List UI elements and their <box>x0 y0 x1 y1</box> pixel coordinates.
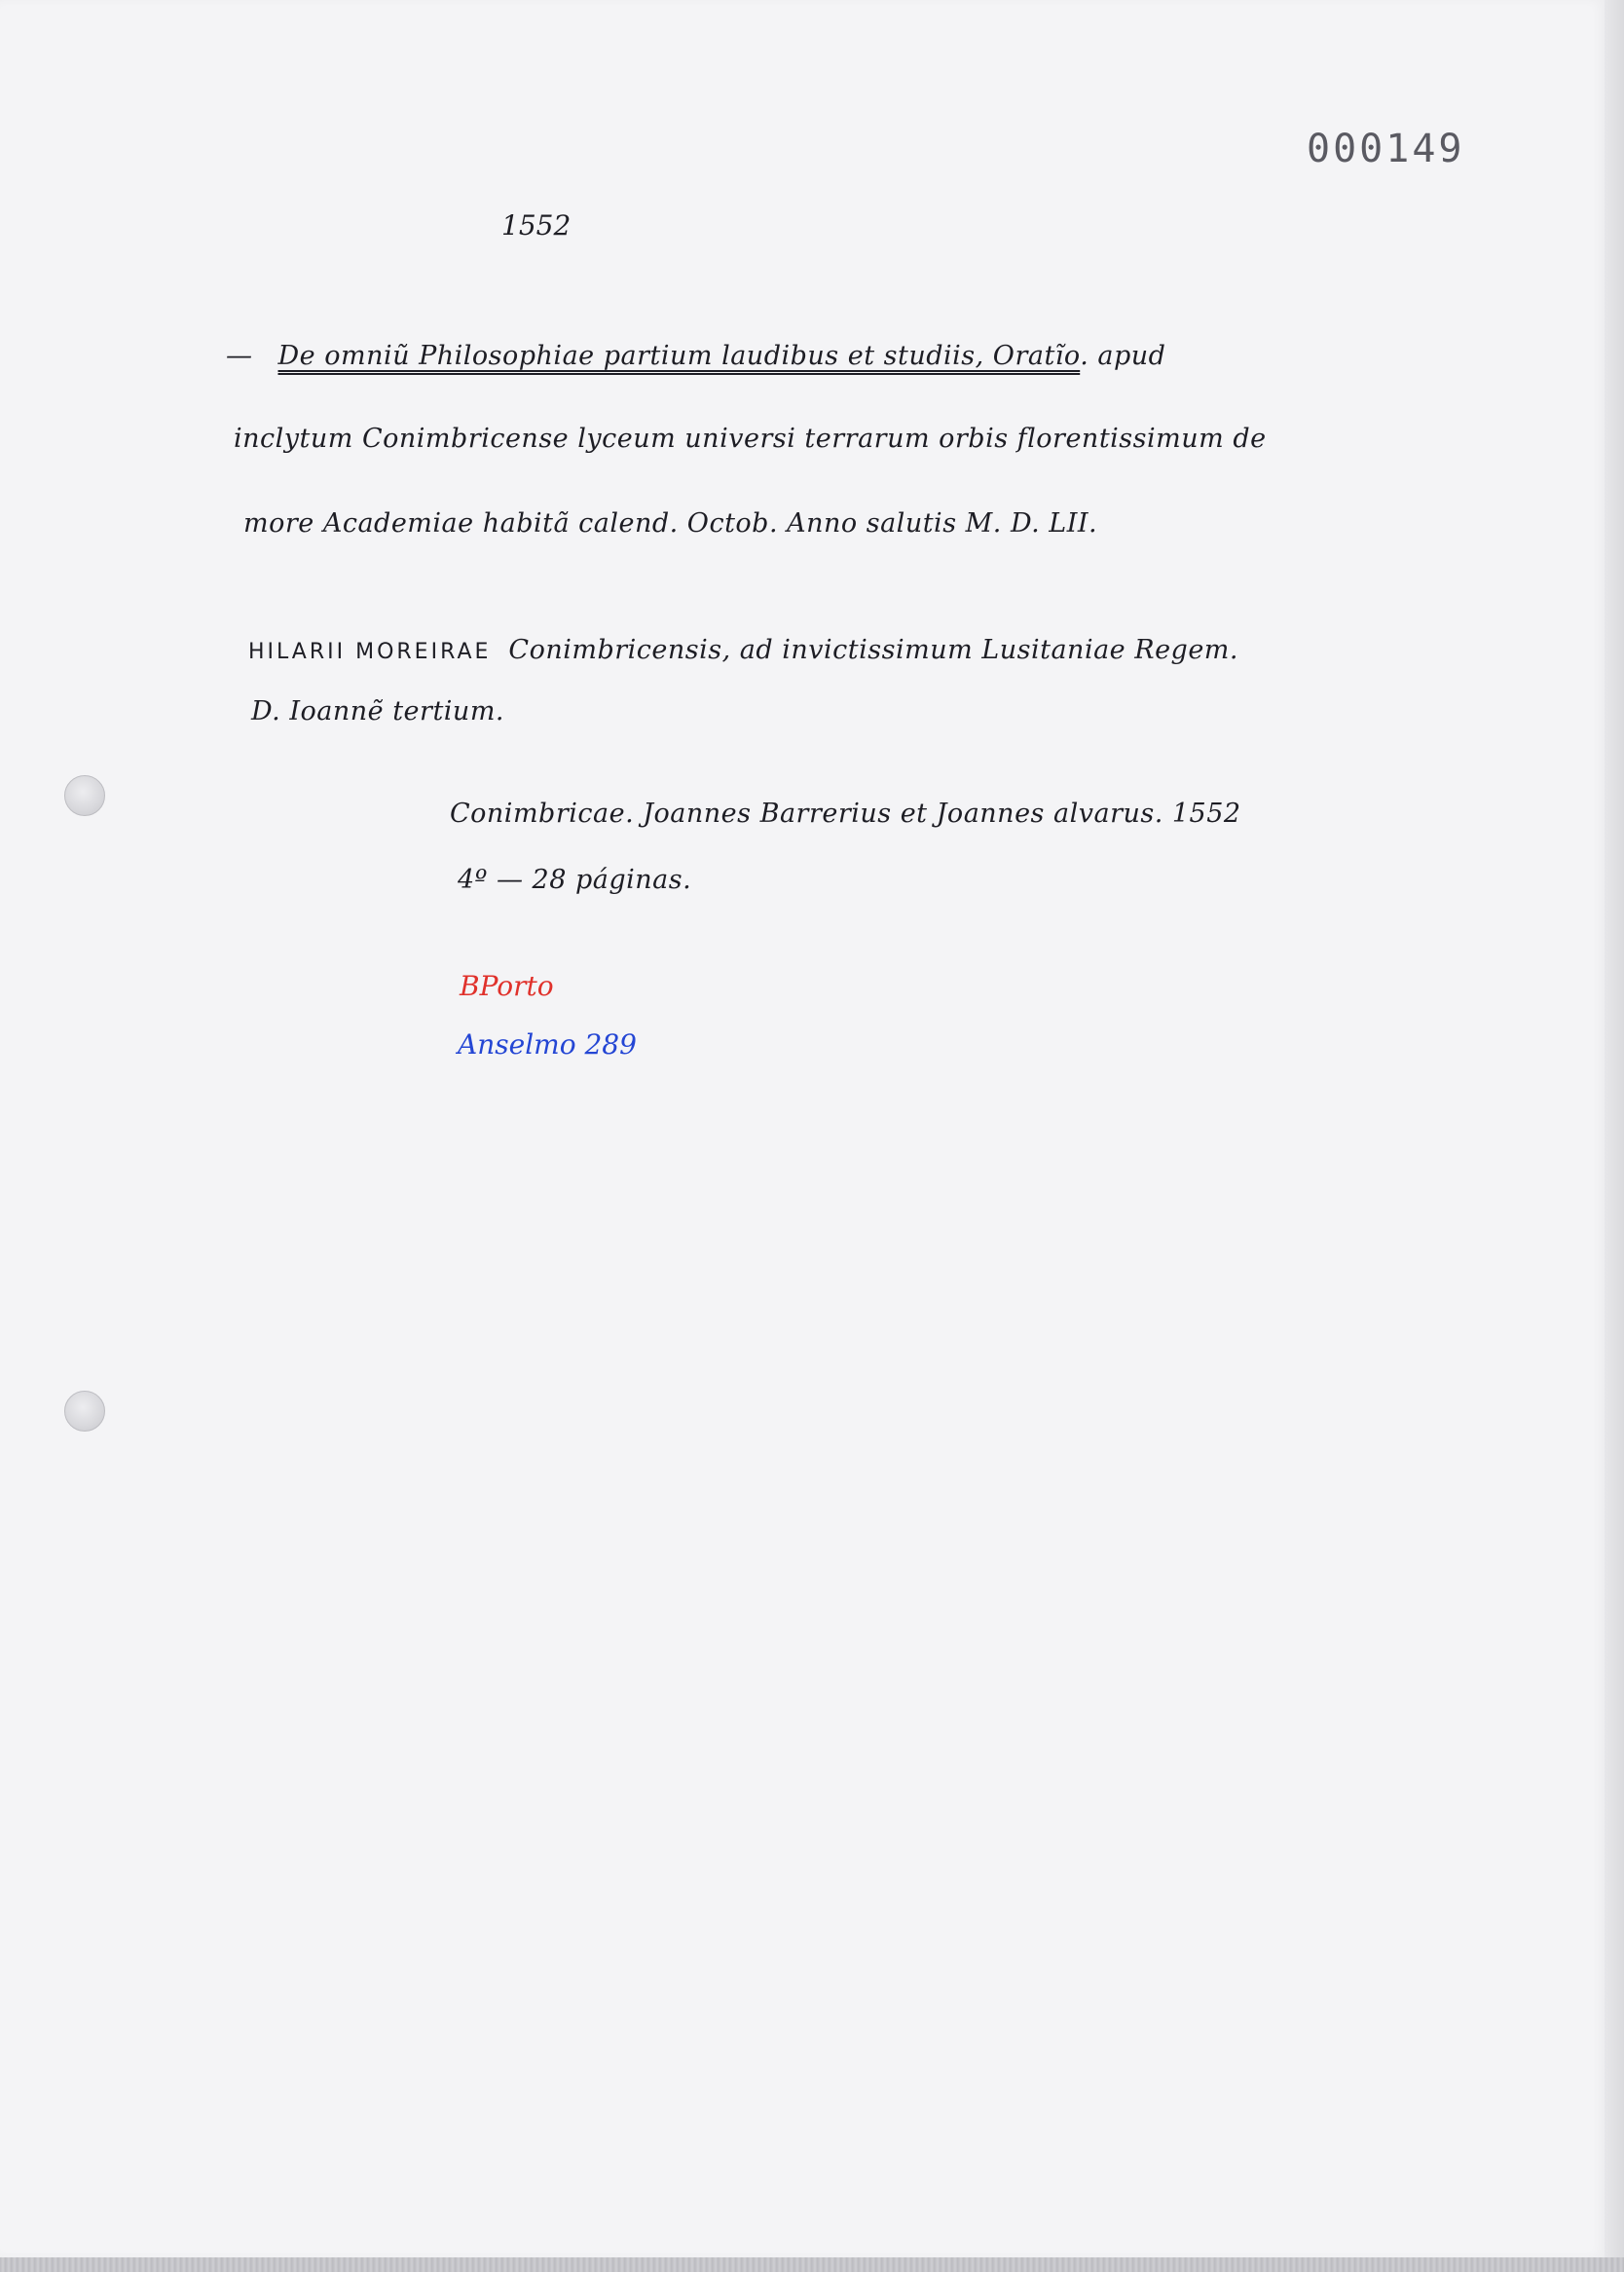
library-reference: BPorto <box>460 970 554 1002</box>
entry-line-2: inclytum Conimbricense lyceum universi terrarum orbis florentissimum de <box>234 424 1267 454</box>
punch-hole-bottom <box>64 1391 105 1432</box>
stamp-number: 000149 <box>1307 127 1465 171</box>
entry-line-5: D. Ioannẽ tertium. <box>251 696 505 726</box>
entry-line-3: more Academiae habitã calend. Octob. Anno salutis M. D. LII. <box>243 508 1098 539</box>
entry-title-tail: . apud <box>1080 341 1166 371</box>
entry-title: De omniũ Philosophiae partium laudibus et studiis, Oratĩo <box>277 341 1081 371</box>
entry-author-rest: Conimbricensis, ad invictissimum Lusitaniae Regem. <box>508 635 1238 665</box>
imprint-line-1: Conimbricae. Joannes Barrerius et Joannes alvarus. 1552 <box>450 799 1241 829</box>
entry-year: 1552 <box>501 209 572 242</box>
imprint-line-2: 4º — 28 páginas. <box>458 865 692 895</box>
punch-hole-top <box>64 775 105 816</box>
entry-author: HILARII MOREIRAE <box>248 640 492 664</box>
entry-dash: — <box>226 341 253 371</box>
entry-title-line <box>226 341 1165 371</box>
scan-right-edge <box>1605 0 1624 2257</box>
entry-author-line <box>248 635 1238 665</box>
catalog-reference: Anselmo 289 <box>458 1028 637 1061</box>
scan-bottom-edge <box>0 2257 1624 2272</box>
